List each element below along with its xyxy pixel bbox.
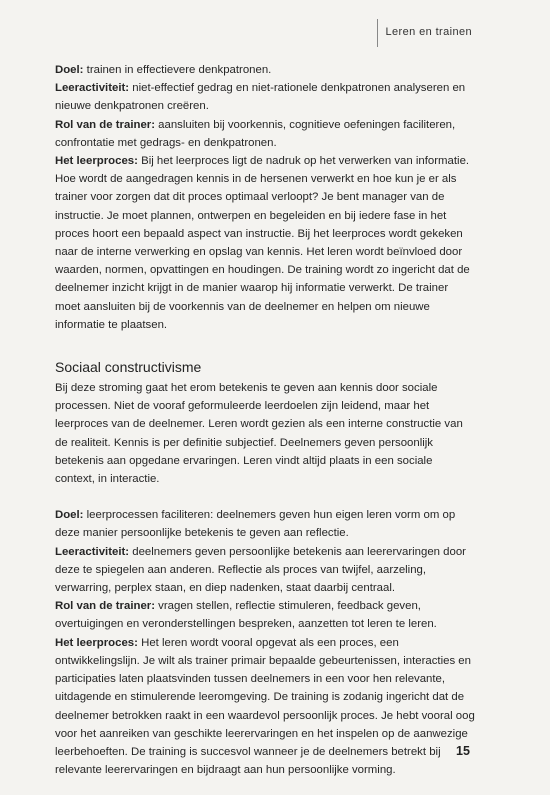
paragraph-leerproces	[55, 634, 475, 780]
page-body	[55, 61, 475, 779]
paragraph-intro: Bij deze stroming gaat het erom betekenis te geven aan kennis door sociale processen. Niet de vooraf geformuleerde leerdoelen zijn leidend, maar het leerproces van de deelnemer. Leren wordt gezien als een interne constructie van de realiteit. Kennis is per definitie subjectief. Deelnemers geven persoonlijk betekenis aan opgedane ervaringen. Leren vindt altijd plaats in een sociale context, in interactie.	[55, 382, 463, 486]
term-label: Het leerproces:	[55, 636, 138, 649]
term-text: niet-effectief gedrag en niet-rationele denkpatronen analyseren en nieuwe denkpatronen creëren.	[55, 82, 466, 113]
term-text: vragen stellen, reflectie stimuleren, feedback geven, overtuigingen en veronderstellingen bespreken, aanzetten tot leren te leren.	[55, 600, 437, 631]
term-label: Doel:	[55, 64, 84, 76]
paragraph-gap	[55, 488, 475, 506]
term-label: Het leerproces:	[55, 155, 138, 168]
paragraph-doel	[55, 61, 475, 79]
term-label: Rol van de trainer:	[55, 118, 156, 131]
term-text: Het leren wordt vooral opgevat als een proces, een ontwikkelingslijn. Je wilt als trainer primair bepaalde gebeurtenissen, interacties en participaties laten plaatsvinden tussen deelnemers in een voor hen relevante, uitdagende en stimulerende leeromgeving. De training is zodanig ingericht dat de deelnemer betrokken raakt in een waardevol persoonlijk proces. Je hebt vooral oog voor het aanreiken van geschikte leerervaringen en het inspelen op de aanwezige leerbehoeften. De training is succesvol wanneer je de deelnemers betrekt bij relevante leerervaringen en bijdraagt aan hun persoonlijke vorming.	[55, 636, 475, 777]
term-text: trainen in effectievere denkpatronen.	[83, 64, 272, 76]
term-label: Leeractiviteit:	[55, 545, 130, 558]
paragraph-leeractiviteit	[55, 543, 475, 598]
paragraph-doel	[55, 506, 475, 542]
term-text: deelnemers geven persoonlijke betekenis aan leerervaringen door deze te spiegelen aan anderen. Reflectie als proces van twijfel, aarzeling, verwarring, perplex staan, en diep nadenken, staat daarbij centraal.	[55, 545, 466, 595]
page-number: 15	[456, 744, 470, 758]
paragraph-leeractiviteit	[55, 79, 475, 115]
term-text: leerprocessen faciliteren: deelnemers geven hun eigen leren vorm om op deze manier persoonlijke betekenis te geven aan reflectie.	[55, 509, 456, 540]
term-label: Leeractiviteit:	[55, 82, 130, 95]
section-heading: Sociaal constructivisme	[55, 359, 202, 376]
paragraph-rol	[55, 597, 475, 633]
term-text: Bij het leerproces ligt de nadruk op het verwerken van informatie. Hoe wordt de aangedragen kennis in de hersenen verwerkt en hoe kun je er als trainer voor zorgen dat dit proces optimaal verloopt? Je bent manager van de instructie. Je moet plannen, ontwerpen en begeleiden en bij iedere fase in het proces hoort een bepaald aspect van instructie. Bij het leerproces wordt gekeken naar de interne verwerking en opslag van kennis. Het leren wordt beïnvloed door waarden, normen, opvattingen en houdingen. De training wordt zo ingericht dat de deelnemer inzicht krijgt in de manier waarop hij informatie verwerkt. De trainer moet aansluiten bij de voorkennis van de deelnemer en helpen om nieuwe informatie te plaatsen.	[55, 155, 470, 331]
term-label: Doel:	[55, 509, 84, 522]
running-head: Leren en trainen	[385, 26, 472, 38]
term-text: aansluiten bij voorkennis, cognitieve oefeningen faciliteren, confrontatie met gedrags- en denkpatronen.	[55, 118, 456, 149]
running-head-rule	[377, 19, 378, 47]
term-label: Rol van de trainer:	[55, 600, 156, 613]
paragraph-rol	[55, 116, 475, 152]
paragraph-leerproces	[55, 152, 475, 334]
